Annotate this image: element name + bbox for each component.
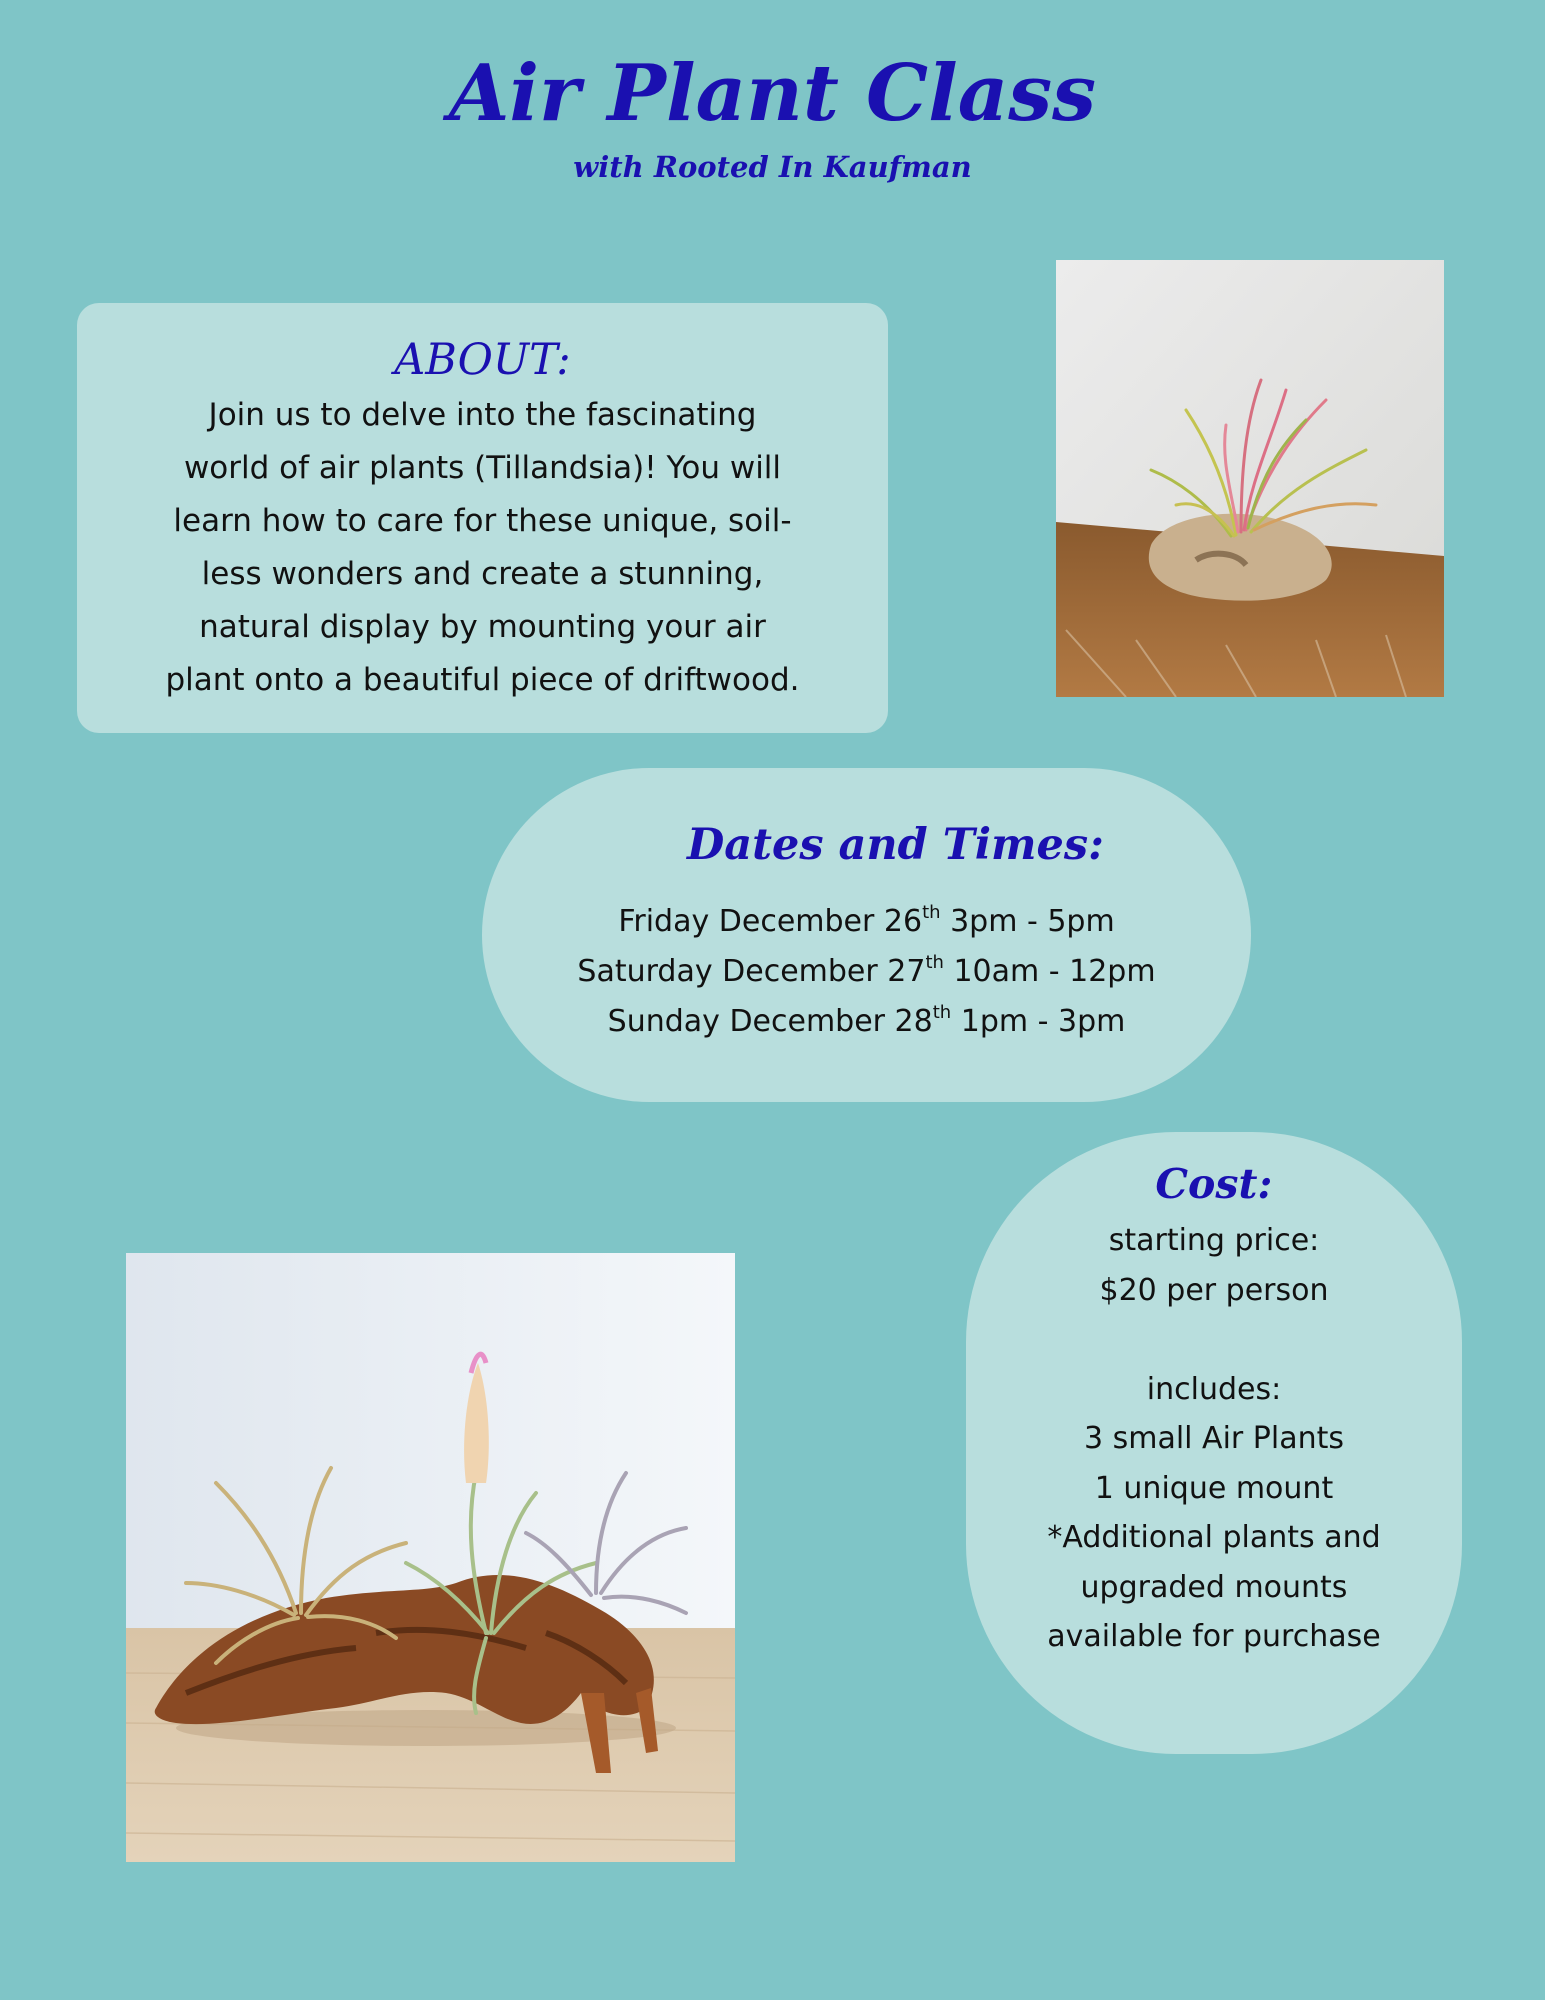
page-title: Air Plant Class [448, 48, 1097, 139]
about-line: world of air plants (Tillandsia)! You will [183, 450, 782, 486]
date-ordinal: th [925, 952, 944, 973]
about-line: natural display by mounting your air [199, 609, 766, 645]
time-text: 3pm - 5pm [940, 904, 1115, 939]
cost-line [966, 1315, 1462, 1365]
about-line: plant onto a beautiful piece of driftwood. [165, 662, 800, 698]
dates-heading: Dates and Times: [687, 820, 1104, 870]
date-text: Friday December 26 [618, 904, 923, 939]
page-subtitle: with Rooted In Kaufman [573, 150, 972, 184]
dates-list [482, 897, 1251, 1047]
about-heading: ABOUT: [394, 335, 571, 385]
cost-line: 1 unique mount [1094, 1470, 1334, 1506]
date-item [482, 997, 1251, 1047]
date-text: Saturday December 27 [577, 954, 926, 989]
about-line: learn how to care for these unique, soil- [173, 503, 792, 539]
date-text: Sunday December 28 [607, 1004, 933, 1039]
cost-line: starting price: [1108, 1223, 1320, 1258]
air-plant-arrangement-photo [126, 1253, 735, 1862]
cost-details [966, 1216, 1462, 1662]
cost-line: upgraded mounts [1080, 1569, 1348, 1605]
cost-line: *Additional plants and [1047, 1520, 1381, 1555]
date-item [482, 947, 1251, 997]
date-ordinal: th [932, 1002, 952, 1023]
date-ordinal: th [922, 902, 941, 923]
cost-line: includes: [1146, 1371, 1282, 1407]
about-line: Join us to delve into the fascinating [208, 397, 757, 433]
about-line: less wonders and create a stunning, [201, 556, 764, 592]
cost-line: $20 per person [1099, 1272, 1329, 1308]
air-plant-driftwood-photo [1056, 260, 1444, 697]
time-text: 10am - 12pm [943, 954, 1156, 989]
cost-line: available for purchase [1047, 1619, 1381, 1654]
cost-line: 3 small Air Plants [1083, 1421, 1344, 1456]
dates-panel [482, 768, 1251, 1102]
cost-heading: Cost: [1155, 1160, 1273, 1208]
cost-panel [966, 1132, 1462, 1754]
date-item [482, 897, 1251, 947]
about-panel [77, 303, 888, 733]
about-text [105, 389, 860, 707]
time-text: 1pm - 3pm [951, 1004, 1126, 1039]
